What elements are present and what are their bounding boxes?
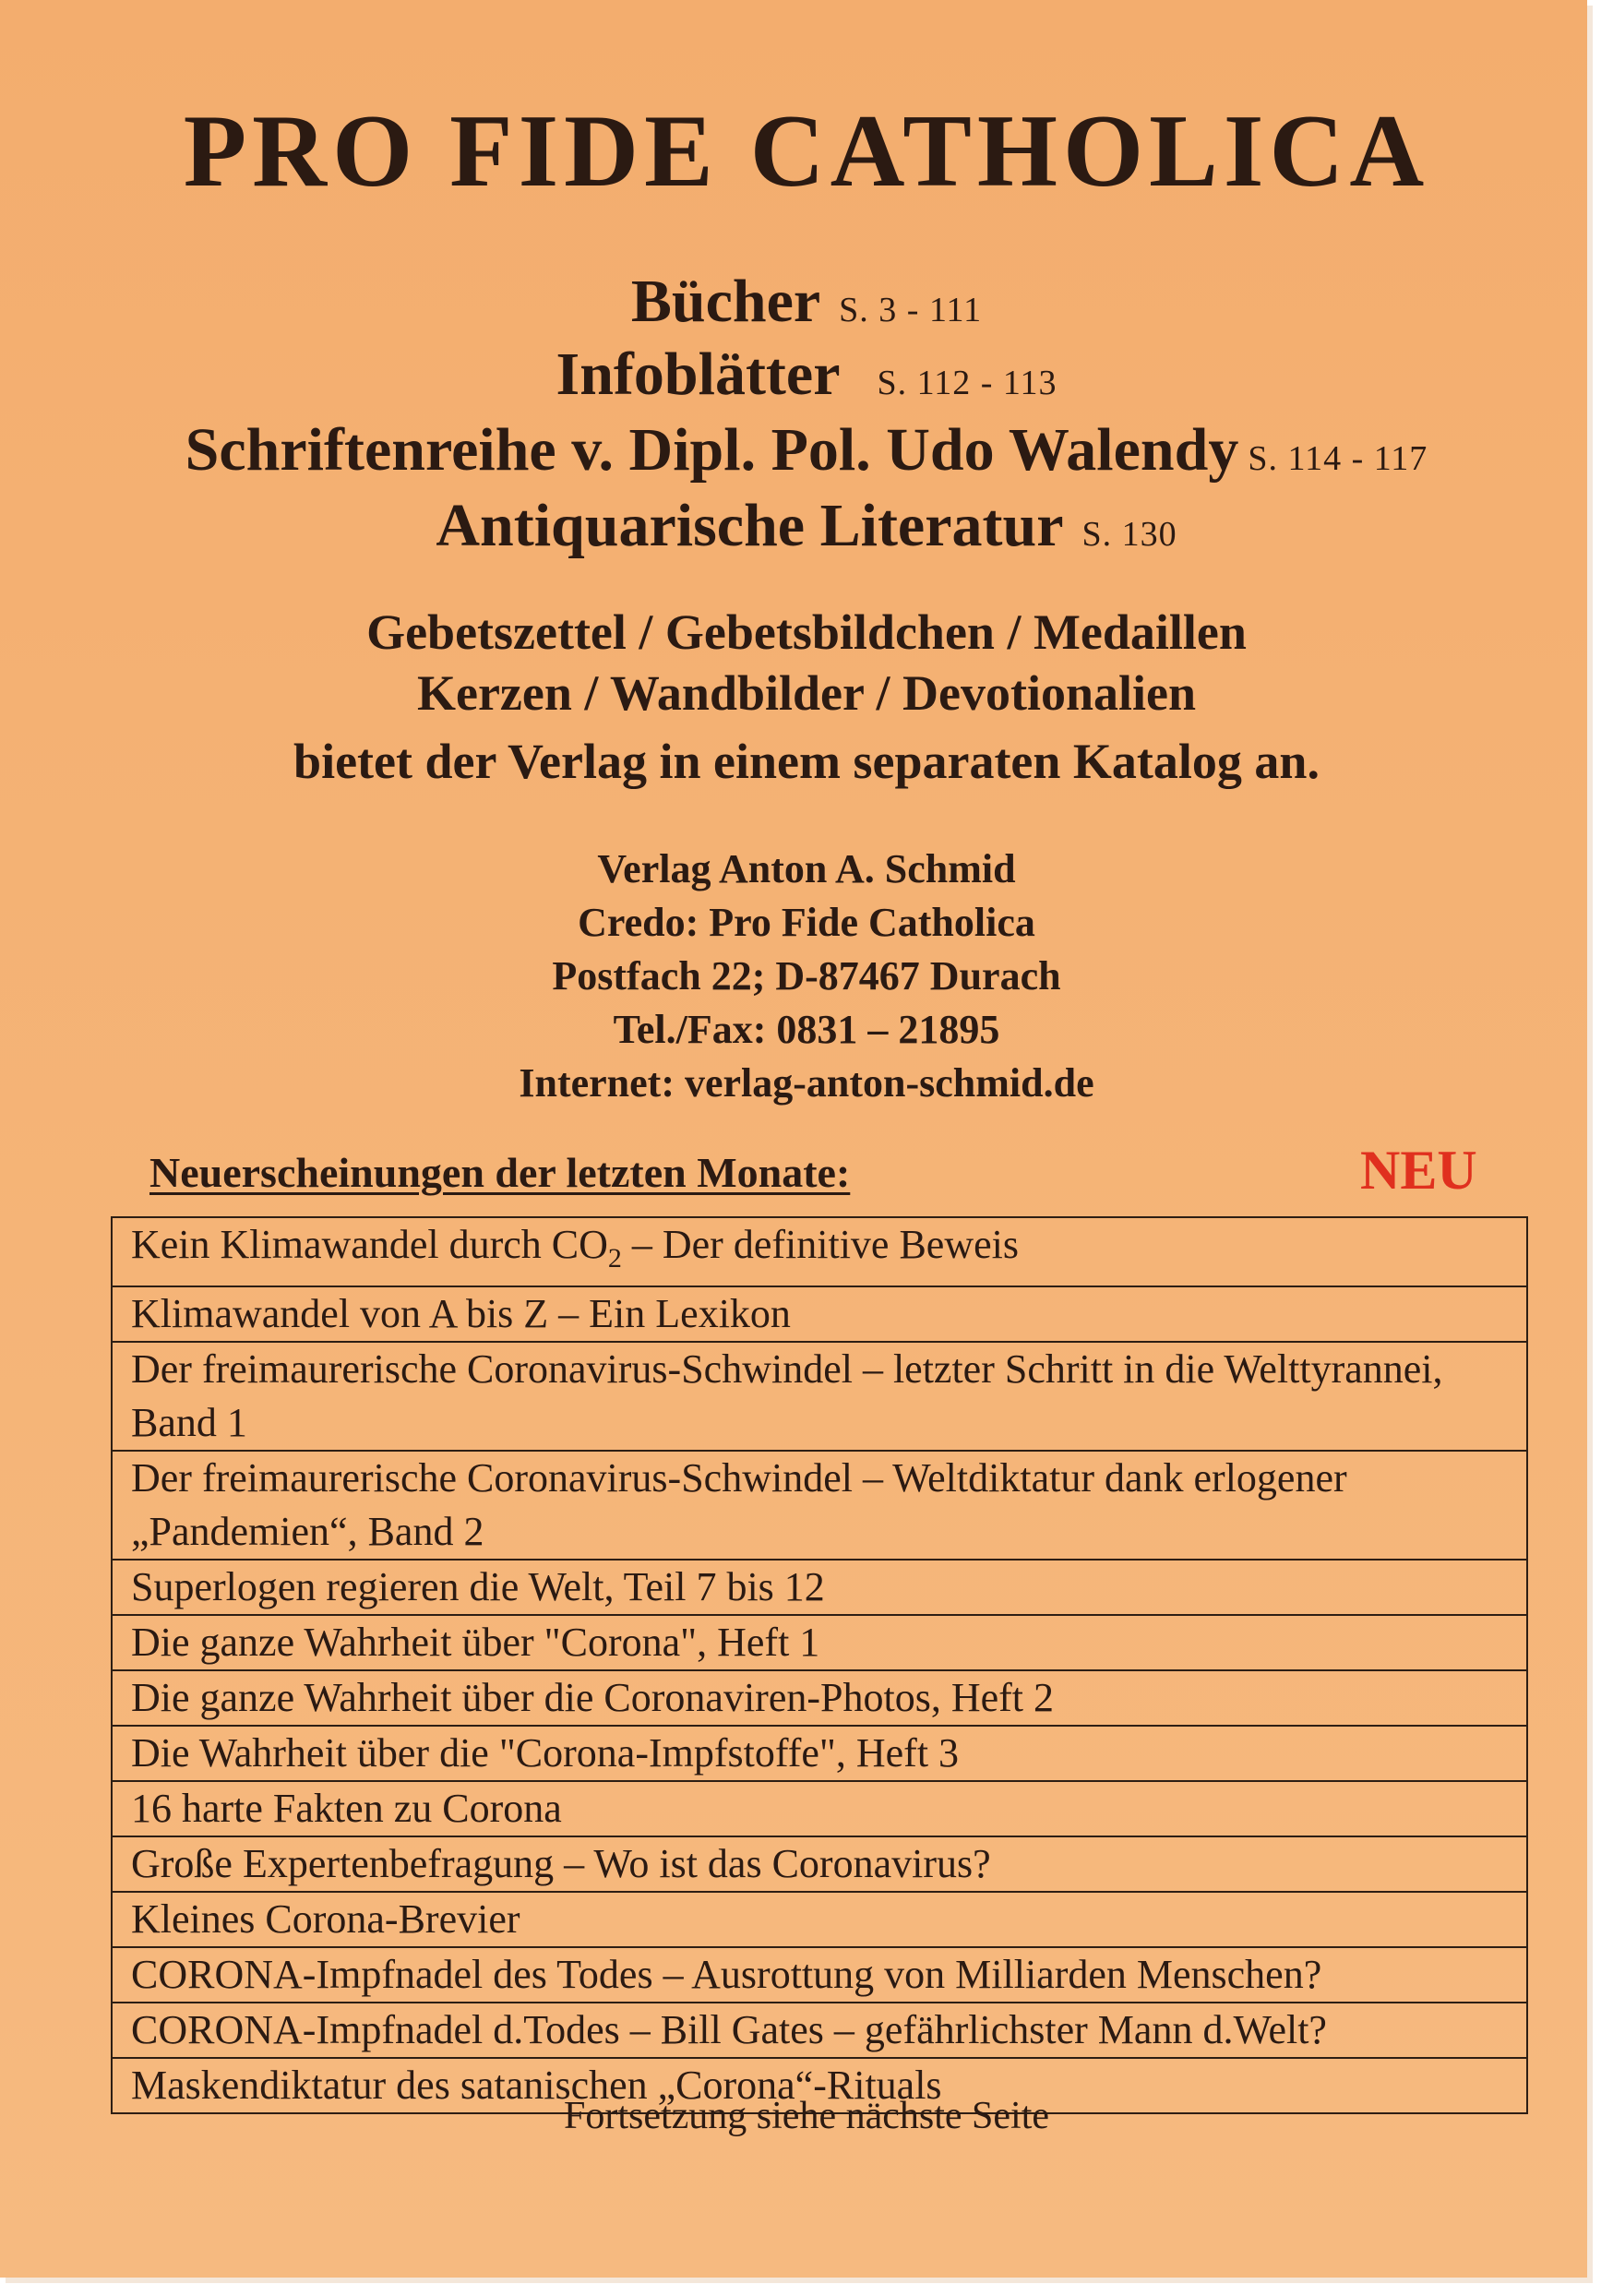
book-title: Die ganze Wahrheit über "Corona", Heft 1 [112,1615,1527,1670]
section-label: Schriftenreihe v. Dipl. Pol. Udo Walendy [185,416,1239,484]
book-title: Der freimaurerische Coronavirus-Schwindel – letzter Schritt in die Welttyrannei, Band 1 [112,1342,1527,1451]
publisher-website: Internet: verlag-anton-schmid.de [519,1060,1094,1106]
book-title: Große Expertenbefragung – Wo ist das Coronavirus? [112,1836,1527,1892]
table-row [112,1947,1527,2003]
publisher-phone: Tel./Fax: 0831 – 21895 [613,1007,1000,1052]
book-title: CORONA-Impfnadel des Todes – Ausrottung von Milliarden Menschen? [112,1947,1527,2003]
section-pages: S. 130 [1081,515,1177,554]
continuation-note: Fortsetzung siehe nächste Seite [563,2095,1050,2137]
section-pages: S. 3 - 111 [839,291,983,329]
book-title: Kein Klimawandel durch $CO_2$ – Der definitive Beweis [112,1217,1527,1286]
section-antiquarian [0,492,1613,559]
book-title: Kleines Corona-Brevier [112,1892,1527,1947]
table-row [112,1217,1527,1286]
table-row [112,1726,1527,1781]
separate-catalog-line-3: bietet der Verlag in einem separaten Katalog an. [293,734,1320,789]
table-row [112,1670,1527,1726]
section-label: Bücher [630,268,821,335]
book-title: 16 harte Fakten zu Corona [112,1781,1527,1836]
table-row [112,2003,1527,2058]
book-title: Superlogen regieren die Welt, Teil 7 bis 12 [112,1560,1527,1615]
book-title: Maskendiktatur des satanischen „Corona“-Rituals [112,2058,1527,2113]
table-row [112,1892,1527,1947]
section-pages: S. 112 - 113 [877,364,1057,402]
book-title: Die ganze Wahrheit über die Coronaviren-Photos, Heft 2 [112,1670,1527,1726]
book-title: CORONA-Impfnadel d.Todes – Bill Gates – gefährlichster Mann d.Welt? [112,2003,1527,2058]
catalog-title: PRO FIDE CATHOLICA [183,94,1430,209]
table-row [112,1286,1527,1342]
section-walendy-series [0,416,1613,484]
table-row [112,1615,1527,1670]
new-releases-table [111,1216,1528,2114]
section-books [0,268,1613,335]
book-title: Der freimaurerische Coronavirus-Schwindel – Weltdiktatur dank erlogener „Pandemien“, Band 2 [112,1451,1527,1560]
publisher-name: Verlag Anton A. Schmid [597,846,1016,891]
table-row [112,1560,1527,1615]
separate-catalog-line-2: Kerzen / Wandbilder / Devotionalien [416,665,1197,721]
book-title: Klimawandel von A bis Z – Ein Lexikon [112,1286,1527,1342]
book-title: Die Wahrheit über die "Corona-Impfstoffe", Heft 3 [112,1726,1527,1781]
publisher-address: Postfach 22; D-87467 Durach [552,953,1061,999]
section-label: Antiquarische Literatur [436,492,1064,559]
table-row [112,1342,1527,1451]
section-label: Infoblätter [556,341,841,408]
table-row [112,1451,1527,1560]
publisher-credo: Credo: Pro Fide Catholica [578,900,1035,945]
new-releases-heading: Neuerscheinungen der letzten Monate: [149,1149,851,1196]
section-pages: S. 114 - 117 [1248,439,1428,478]
new-badge: NEU [1360,1140,1477,1201]
section-info-sheets [0,341,1613,408]
table-row [112,1781,1527,1836]
table-row [112,1836,1527,1892]
separate-catalog-line-1: Gebetszettel / Gebetsbildchen / Medaillen [366,604,1247,660]
